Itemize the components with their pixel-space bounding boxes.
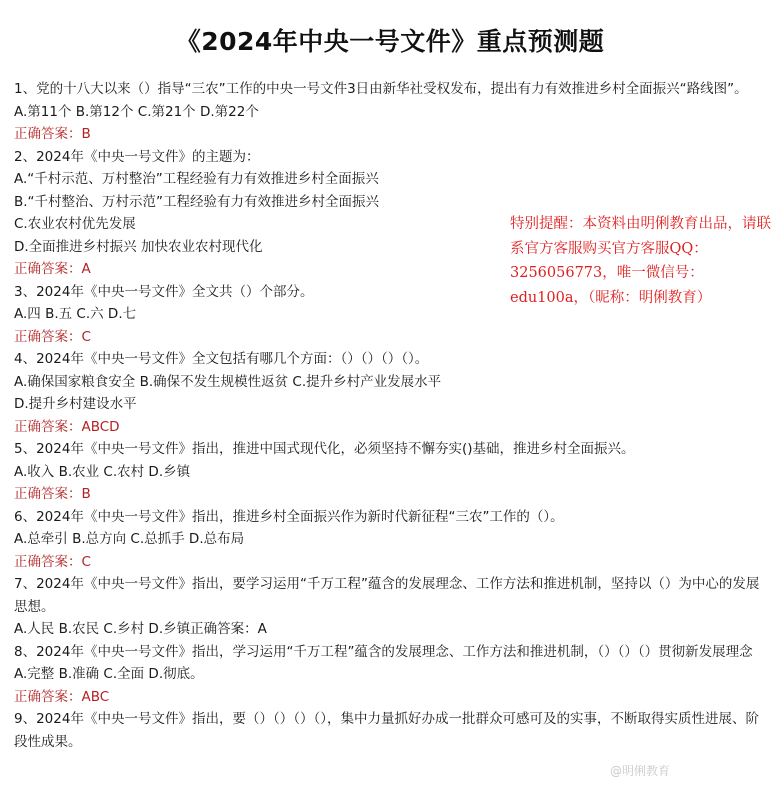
document-title: 《2024年中央一号文件》重点预测题 xyxy=(175,27,605,56)
option-line: A.收入 B.农业 C.农村 D.乡镇 xyxy=(14,463,191,480)
question-text: 7、2024年《中央一号文件》指出，要学习运用“千万工程”蕴含的发展理念、工作方法和推进机制，坚持以（）为中心的发展思想。 xyxy=(14,576,760,615)
question-9 xyxy=(14,708,770,753)
question-text: 4、2024年《中央一号文件》全文包括有哪几个方面：（）（）（）（）。 xyxy=(14,351,429,367)
option-line: B.“千村整治、万村示范”工程经验有力有效推进乡村全面振兴 xyxy=(14,193,380,210)
question-4 xyxy=(14,348,770,438)
question-8 xyxy=(14,641,770,709)
answer-line: 正确答案：A xyxy=(14,261,91,277)
answer-line: 正确答案：ABC xyxy=(14,688,110,705)
question-text: 9、2024年《中央一号文件》指出，要（）（）（）（），集中力量抓好办成一批群众可感可及的实事，不断取得实质性进展、阶段性成果。 xyxy=(14,711,759,750)
question-text: 3、2024年《中央一号文件》全文共（）个部分。 xyxy=(14,283,314,300)
question-text: 5、2024年《中央一号文件》指出，推进中国式现代化，必须坚持不懈夯实()基础，推进乡村全面振兴。 xyxy=(14,441,635,457)
option-line: A.完整 B.准确 C.全面 D.彻底。 xyxy=(14,666,204,682)
question-7 xyxy=(14,573,770,641)
answer-line: 正确答案：B xyxy=(14,126,91,142)
option-line: A.人民 B.农民 C.乡村 D.乡镇正确答案：A xyxy=(14,621,267,637)
option-line: D.提升乡村建设水平 xyxy=(14,396,137,412)
option-line: A.第11个 B.第12个 C.第21个 D.第22个 xyxy=(14,103,259,120)
answer-line: 正确答案：C xyxy=(14,553,91,570)
answer-line: 正确答案：C xyxy=(14,328,91,345)
promo-notice: 特别提醒：本资料由明俐教育出品，请联系官方客服购买官方客服QQ：3256056773，唯一微信号：edu100a，（昵称：明俐教育） xyxy=(510,216,771,306)
answer-line: 正确答案：B xyxy=(14,486,91,502)
question-list xyxy=(14,78,770,753)
option-line: D.全面推进乡村振兴 加快农业农村现代化 xyxy=(14,238,263,255)
watermark: @明俐教育 xyxy=(610,764,671,778)
option-line: A.四 B.五 C.六 D.七 xyxy=(14,306,137,322)
option-line: A.“千村示范、万村整治”工程经验有力有效推进乡村全面振兴 xyxy=(14,171,379,187)
question-6 xyxy=(14,506,770,574)
question-text: 8、2024年《中央一号文件》指出，学习运用“千万工程”蕴含的发展理念、工作方法和推进机制，（）（）（）贯彻新发展理念 xyxy=(14,643,753,660)
answer-line: 正确答案：ABCD xyxy=(14,418,120,435)
option-line: A.总牵引 B.总方向 C.总抓手 D.总布局 xyxy=(14,531,245,547)
question-5 xyxy=(14,438,770,506)
question-text: 1、党的十八大以来（）指导“三农”工作的中央一号文件3日由新华社受权发布，提出有力有效推进乡村全面振兴“路线图”。 xyxy=(14,81,748,97)
question-1 xyxy=(14,78,770,146)
question-text: 6、2024年《中央一号文件》指出，推进乡村全面振兴作为新时代新征程“三农”工作的（）。 xyxy=(14,508,564,525)
option-line: C.农业农村优先发展 xyxy=(14,216,136,232)
option-line: A.确保国家粮食安全 B.确保不发生规模性返贫 C.提升乡村产业发展水平 xyxy=(14,373,442,390)
question-text: 2、2024年《中央一号文件》的主题为： xyxy=(14,148,260,165)
